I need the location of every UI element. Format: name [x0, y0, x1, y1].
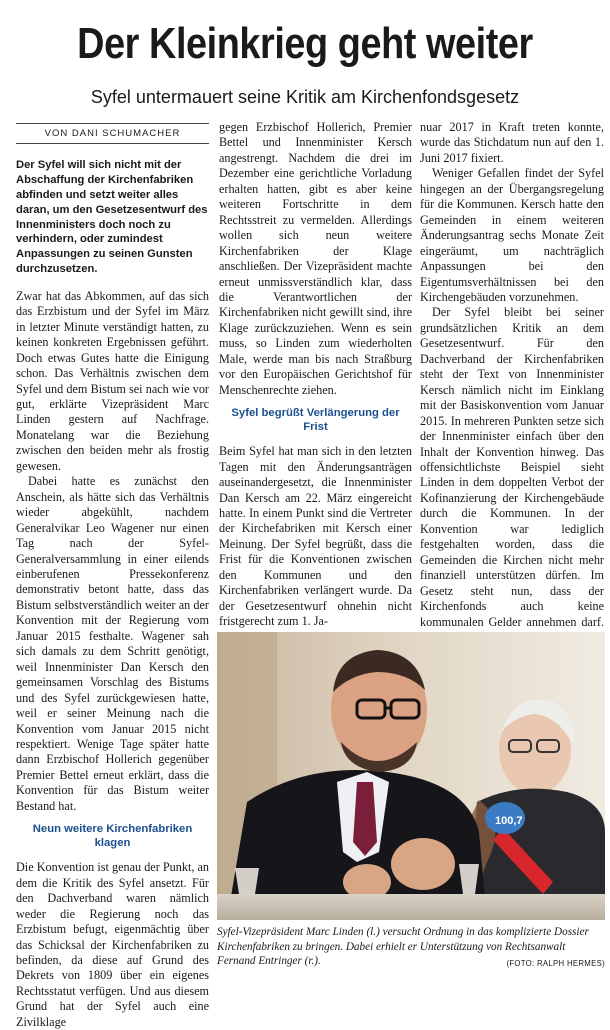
- crosshead: Neun weitere Kirchenfabriken klagen: [32, 823, 193, 850]
- microphone-label: 100,7: [495, 815, 523, 827]
- body-paragraph: Die Konvention ist genau der Punkt, an dem die Kritik des Syfel ansetzt. Für den Dachverband waren nämlich weder die Regierung noch das Erzbistum befugt, eigenmächtig über das Schicksal der Kirchenfabriken zu befinden, da diese auf Grund des Dekrets von 1809 über ein eigenes Rechtsstatut verfügen. Und aus diesem Grund hat der Syfel auch eine Zivilklage: [16, 860, 209, 1029]
- byline: VON DANI SCHUMACHER: [16, 123, 209, 144]
- press-conference-photo: [217, 632, 605, 920]
- caption-text: Syfel-Vizepräsident Marc Linden (l.) versucht Ordnung in das komplizierte Dossier Kirchenfabriken zu bringen. Dabei erhielt er Unterstützung von Rechtsanwalt Fernand Entringer (r.).: [217, 926, 589, 967]
- article-column-2: [219, 120, 412, 630]
- photo-caption: [217, 925, 605, 972]
- headline: Der Kleinkrieg geht weiter: [77, 19, 533, 68]
- body-paragraph: Zwar hat das Abkommen, auf das sich das Erzbistum und der Syfel im März in letzter Minute verständigt hatten, zu keinen konkreten Ergebnissen geführt. Doch etwas Gutes hatte die Einigung schon. Das Verhältnis zwischen dem Syfel und dem Bistum sei nach wie vor gut, erklärte Vizepräsident Marc Linden gestern auf Nachfrage. Monatelang war die Beziehung zwischen den beiden mehr als frostig gewesen.: [16, 288, 209, 473]
- article-column-3: [420, 120, 604, 661]
- lead-paragraph: Der Syfel will sich nicht mit der Abschaffung der Kirchenfabriken abfinden und setzt weiter alles daran, um den Gesetzesentwurf des Innenministers doch noch zu verhindern, oder zumindest Anpassungen zu seinen Gunsten durchzusetzen.: [16, 159, 208, 276]
- crosshead: Syfel begrüßt Verlängerung der Frist: [231, 407, 400, 434]
- subheadline: Syfel untermauert seine Kritik am Kirchenfondsgesetz: [90, 87, 520, 107]
- article-column-1: [16, 120, 209, 1030]
- body-paragraph: Beim Syfel hat man sich in den letzten Tagen mit den Änderungsanträgen auseinandergesetzt, die Innenminister Dan Kersch am 22. März eingereicht hatte. In einem Punkt sind die Vertreter der Kirchefabriken mit Kersch einer Meinung. Der Syfel begrüßt, dass die Frist für die Konventionen zwischen den Kommunen und den Kirchenfabriken verlängert wurde. Da der Gesetzesentwurf ohnehin nicht fristgerecht zum 1. Ja-: [219, 444, 412, 629]
- body-paragraph: nuar 2017 in Kraft treten konnte, wurde das Stichdatum nun auf den 1. Juni 2017 fixiert.: [420, 120, 604, 165]
- body-paragraph: Der Syfel bleibt bei seiner grundsätzlichen Kritik an dem Gesetzesentwurf. Für den Dachverband der Kirchenfabriken steht der Text von Innenminister Kersch nämlich nicht im Einklang mit der Basiskonvention vom Januar 2015. In mehreren Punkten setze sich der Innenminister einfach über den Inhalt der Konvention hinweg. Das offensichtlichste Beispiel sieht Linden in dem doppelten Verbot der Kofinanzierung der Kirchengebäude durch die Kommunen. In der Konvention war lediglich festgehalten worden, dass die Gemeinden die Kirchen nicht mehr finanziell unterstützen dürfen. Im Gesetz steht nun, dass der Kirchenfonds auch keine kommunalen Gelder annehmen darf.: [420, 305, 604, 629]
- body-paragraph: Weniger Gefallen findet der Syfel hingegen an der Übergangsregelung für die Kommunen. Kersch hatte den Gemeinden in einem weiteren Änderungsantrag sechs Monate Zeit eingeräumt, um nachträglich Anpassungen bei den Eigentumsverhältnissen bei den Kirchengebäuden vorzunehmen.: [420, 166, 604, 304]
- body-paragraph: Dabei hatte es zunächst den Anschein, als hätte sich das Verhältnis wieder abgekühlt, nachdem Generalvikar Leo Wagener nur einen Tag nach der Syfel-Generalversammlung in einer eilends einberufenen Pressekonferenz demonstrativ betont hatte, dass das Bistum selbstverständlich weiter an der Konvention mit der Regierung vom Januar 2015 festhalte. Wagener sah sich damals zu dem Schritt genötigt, weil Innenminister Dan Kersch den gemeinsamen Vorschlag des Bistums und des Syfel zurückgewiesen hatte, weil er seiner Meinung nach die Konvention vom Januar 2015 nicht respektiert. Wenige Tage später hatte dann Erzbischof Hollerich gegenüber Premier Bettel erneut erklärt, dass die Konvention für das Bistum weiter Bestand hat.: [16, 474, 209, 813]
- body-paragraph: gegen Erzbischof Hollerich, Premier Bettel und Innenminister Kersch angestrengt. Nachdem die drei im Dezember eine gerichtliche Vorladung erhalten hatten, gibt es aber keine weiteren Fortschritte in dem Rechtsstreit zu vermelden. Allerdings wollen sich neun weitere Kirchenfabriken der Klage anschließen. Der Vizepräsident machte erneut unmissverständlich klar, dass die Verantwortlichen der Kirchenfabriken nicht gewillt sind, ihre Klage zurückzuziehen. Wenn es sein muss, so Linden zum wiederholten Male, werde man bis nach Straßburg vor den Europäischen Gerichtshof für Menschenrechte ziehen.: [219, 120, 412, 397]
- photo-credit: (FOTO: RALPH HERMES): [506, 959, 605, 968]
